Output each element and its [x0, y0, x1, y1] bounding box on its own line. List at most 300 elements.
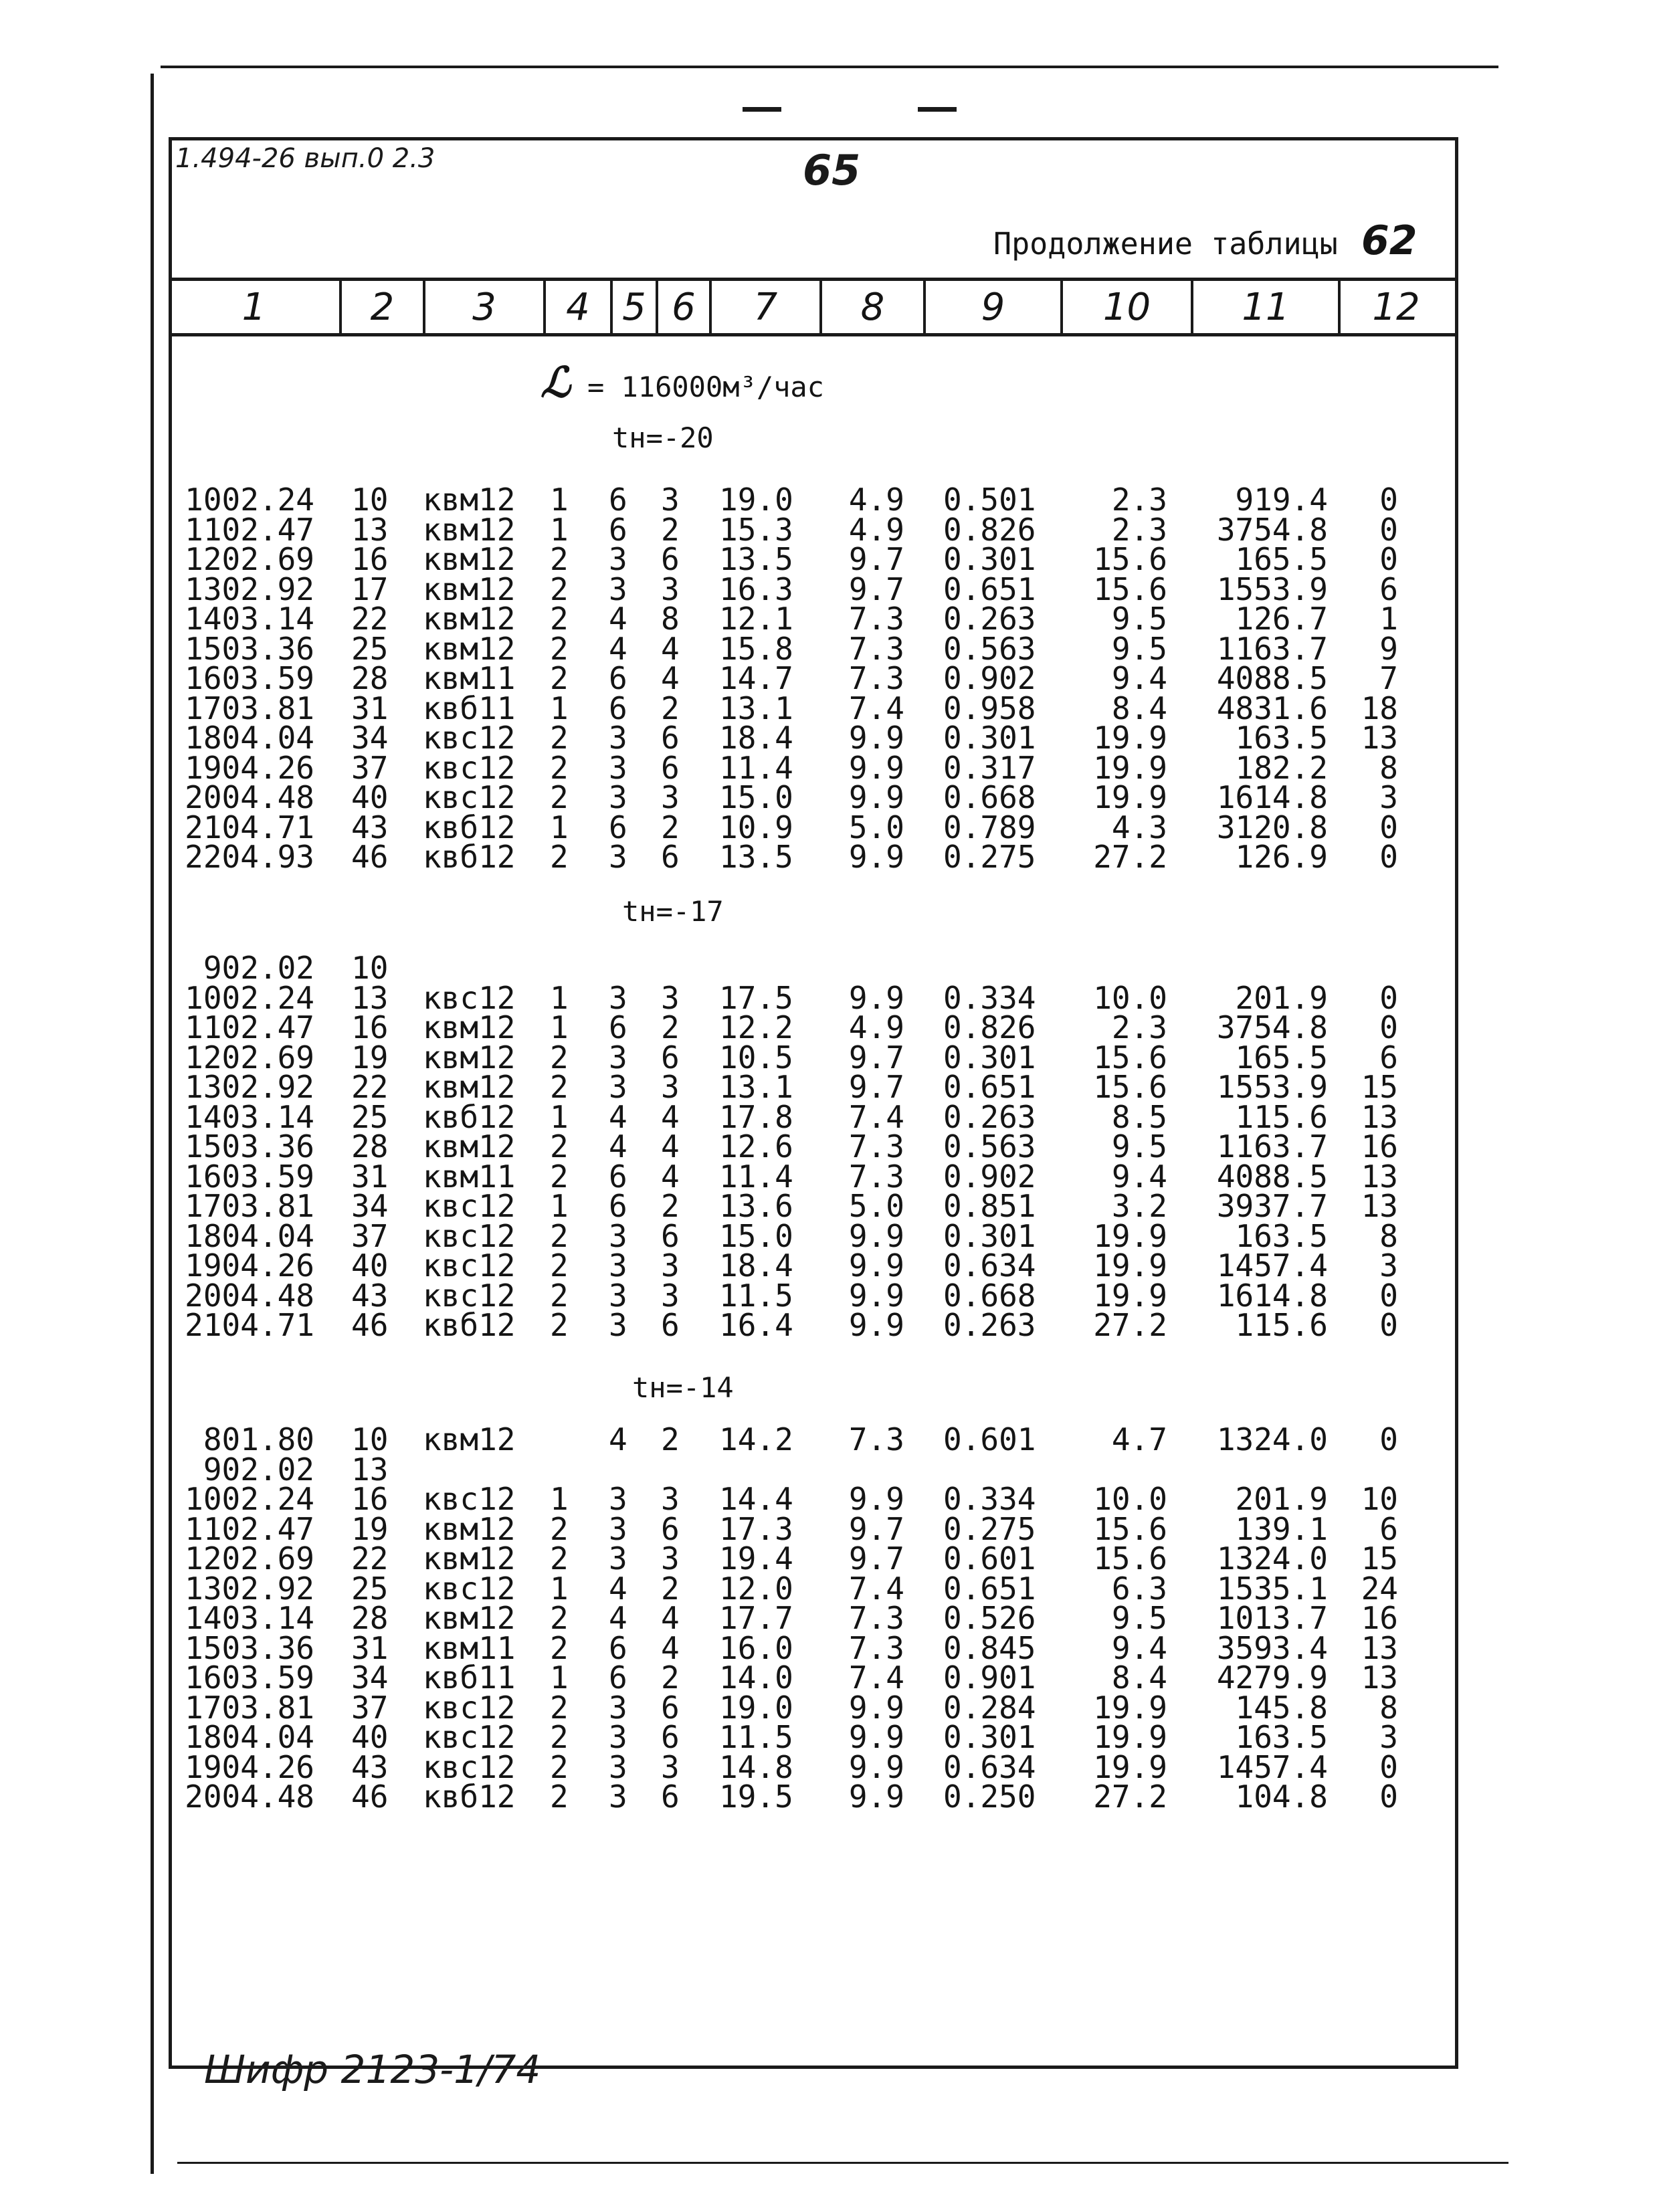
table-cell: квм12	[423, 571, 516, 607]
table-cell: 4	[609, 1600, 627, 1636]
table-cell: 2	[550, 1779, 569, 1815]
column-header: 5	[610, 281, 656, 333]
table-cell: 0.902	[943, 660, 1036, 696]
table-cell: 4.9	[848, 1009, 904, 1045]
table-cell: 3	[609, 541, 627, 577]
table-cell: 43	[351, 809, 389, 845]
table-cell: 13	[351, 979, 389, 1016]
table-cell: 1503.36	[185, 1128, 314, 1165]
table-cell: 17.7	[719, 1600, 793, 1636]
table-cell: квм11	[423, 660, 516, 696]
table-cell: 126.7	[1235, 601, 1328, 637]
table-cell: 13.1	[719, 690, 793, 726]
table-cell: 17	[351, 571, 389, 607]
page-number: 65	[803, 146, 861, 195]
table-cell: 9.9	[848, 1481, 904, 1517]
table-cell: 0.651	[943, 571, 1036, 607]
table-cell: 801.80	[203, 1421, 314, 1457]
table-cell: 6	[661, 720, 680, 756]
table-cell: 1	[550, 1009, 569, 1045]
table-cell: 2	[550, 1158, 569, 1195]
table-cell: 2004.48	[185, 1779, 314, 1815]
table-row	[0, 979, 1659, 1016]
table-cell: 2	[661, 1660, 680, 1696]
table-cell: 3	[609, 1481, 627, 1517]
table-cell: 7.3	[848, 1421, 904, 1457]
table-cell: 9.9	[848, 1277, 904, 1314]
table-cell: 3	[661, 1069, 680, 1105]
table-cell: 19.0	[719, 1689, 793, 1726]
table-cell: 46	[351, 839, 389, 875]
table-cell: 9.9	[848, 1689, 904, 1726]
table-cell: 1703.81	[185, 1689, 314, 1726]
table-cell: квм12	[423, 630, 516, 667]
section-rows	[0, 1421, 1659, 1815]
table-cell: 3	[609, 839, 627, 875]
table-cell: 8.4	[1111, 1660, 1167, 1696]
table-row	[0, 720, 1659, 756]
table-cell: 13	[351, 511, 389, 548]
table-cell: 2	[550, 1247, 569, 1284]
table-cell: 4	[661, 1098, 680, 1135]
table-cell: 6	[609, 1158, 627, 1195]
table-cell: 0	[1379, 809, 1398, 845]
table-cell: 0.651	[943, 1069, 1036, 1105]
table-cell: 1614.8	[1216, 779, 1328, 815]
table-cell: 16	[351, 541, 389, 577]
table-cell: 3	[609, 749, 627, 786]
table-cell: 8	[1379, 749, 1398, 786]
column-header: 4	[543, 281, 610, 333]
table-cell: 19	[351, 1510, 389, 1547]
section-rows	[0, 482, 1659, 875]
table-cell: 10	[351, 1421, 389, 1457]
table-cell: 2	[661, 690, 680, 726]
table-row	[0, 1158, 1659, 1195]
table-cell: 0	[1379, 1307, 1398, 1343]
bottom-rule	[177, 2162, 1508, 2164]
table-cell: 3	[609, 1307, 627, 1343]
table-cell: 9.7	[848, 1069, 904, 1105]
table-cell: 2	[550, 1069, 569, 1105]
table-cell: 10.0	[1093, 1481, 1167, 1517]
table-cell: 28	[351, 1600, 389, 1636]
table-cell: 1302.92	[185, 1069, 314, 1105]
table-row	[0, 1629, 1659, 1666]
table-cell: 163.5	[1235, 1217, 1328, 1254]
table-cell: 2	[550, 1629, 569, 1666]
table-cell: 2	[661, 1188, 680, 1224]
table-cell: 139.1	[1235, 1510, 1328, 1547]
table-row	[0, 1009, 1659, 1045]
table-cell: 2	[550, 541, 569, 577]
table-cell: 9.9	[848, 979, 904, 1016]
table-cell: 0.275	[943, 1510, 1036, 1547]
table-cell: 3	[1379, 1247, 1398, 1284]
table-cell: 2004.48	[185, 1277, 314, 1314]
table-cell: 201.9	[1235, 1481, 1328, 1517]
table-cell: 1002.24	[185, 482, 314, 518]
table-cell: 2	[550, 1748, 569, 1785]
table-cell: 163.5	[1235, 720, 1328, 756]
section-rows	[0, 950, 1659, 1343]
table-cell: 22	[351, 1069, 389, 1105]
table-cell: 8	[661, 601, 680, 637]
table-cell: 0.301	[943, 1039, 1036, 1076]
table-cell: 2104.71	[185, 1307, 314, 1343]
top-rule	[161, 66, 1498, 68]
table-cell: 46	[351, 1779, 389, 1815]
table-cell: 12.0	[719, 1570, 793, 1607]
table-cell: квм12	[423, 482, 516, 518]
table-cell: 25	[351, 1098, 389, 1135]
table-cell: 6	[661, 1039, 680, 1076]
table-cell: 19.9	[1093, 1719, 1167, 1755]
table-cell: 6	[1379, 1510, 1398, 1547]
table-cell: 1603.59	[185, 1158, 314, 1195]
table-cell: квс12	[423, 1689, 516, 1726]
table-cell: 10.5	[719, 1039, 793, 1076]
table-cell: 1603.59	[185, 1660, 314, 1696]
table-cell: 0.651	[943, 1570, 1036, 1607]
table-cell: 3593.4	[1216, 1629, 1328, 1666]
table-row	[0, 660, 1659, 696]
table-cell: 2	[550, 1277, 569, 1314]
table-cell: 3	[609, 571, 627, 607]
table-cell: 19.9	[1093, 749, 1167, 786]
table-cell: квб12	[423, 839, 516, 875]
table-cell: 0.845	[943, 1629, 1036, 1666]
section-label: tн=-14	[632, 1371, 734, 1404]
table-row	[0, 482, 1659, 518]
table-cell: 9.9	[848, 1748, 904, 1785]
table-cell: 19.9	[1093, 1748, 1167, 1785]
table-cell: 7.4	[848, 1570, 904, 1607]
table-cell: 19.5	[719, 1779, 793, 1815]
table-cell: квс12	[423, 1188, 516, 1224]
table-cell: квс12	[423, 979, 516, 1016]
table-cell: 37	[351, 749, 389, 786]
table-cell: 0	[1379, 1277, 1398, 1314]
table-cell: 1102.47	[185, 1009, 314, 1045]
table-cell: 5.0	[848, 809, 904, 845]
table-row	[0, 1128, 1659, 1165]
table-cell: квб12	[423, 809, 516, 845]
table-cell: 37	[351, 1689, 389, 1726]
table-cell: квс12	[423, 749, 516, 786]
table-cell: 4	[609, 1570, 627, 1607]
table-cell: 19.0	[719, 482, 793, 518]
column-header: 2	[339, 281, 423, 333]
table-cell: 15.6	[1093, 541, 1167, 577]
table-row	[0, 1421, 1659, 1457]
table-cell: 13	[351, 1451, 389, 1488]
table-cell: 2	[550, 1719, 569, 1755]
table-cell: 18	[1361, 690, 1398, 726]
table-cell: 6	[661, 839, 680, 875]
table-cell: 27.2	[1093, 839, 1167, 875]
table-cell: 3	[609, 1217, 627, 1254]
table-cell: 0	[1379, 1009, 1398, 1045]
table-cell: 1302.92	[185, 571, 314, 607]
table-cell: 4	[609, 601, 627, 637]
table-cell: 9.9	[848, 1247, 904, 1284]
table-cell: квс12	[423, 1247, 516, 1284]
table-cell: 2	[550, 1039, 569, 1076]
table-cell: 0.958	[943, 690, 1036, 726]
table-cell: 163.5	[1235, 1719, 1328, 1755]
table-cell: 0.301	[943, 1217, 1036, 1254]
table-cell: 2	[550, 571, 569, 607]
table-cell: 14.8	[719, 1748, 793, 1785]
table-cell: 2.3	[1111, 511, 1167, 548]
column-header: 12	[1338, 281, 1452, 333]
table-cell: 0	[1379, 511, 1398, 548]
table-cell: 104.8	[1235, 1779, 1328, 1815]
table-cell: 8	[1379, 1217, 1398, 1254]
table-cell: 0.301	[943, 541, 1036, 577]
table-cell: 9.5	[1111, 1128, 1167, 1165]
table-cell: 15.3	[719, 511, 793, 548]
table-row	[0, 950, 1659, 986]
table-cell: 6	[661, 1307, 680, 1343]
table-cell: 9.9	[848, 720, 904, 756]
table-cell: 22	[351, 601, 389, 637]
table-row	[0, 1188, 1659, 1224]
table-cell: 34	[351, 1188, 389, 1224]
table-cell: 15.6	[1093, 571, 1167, 607]
table-row	[0, 630, 1659, 667]
table-cell: 2	[550, 1540, 569, 1577]
table-cell: 1	[550, 690, 569, 726]
table-cell: 9.5	[1111, 601, 1167, 637]
table-cell: 1403.14	[185, 1600, 314, 1636]
table-cell: квм12	[423, 601, 516, 637]
table-cell: 40	[351, 1719, 389, 1755]
table-cell: квм12	[423, 1510, 516, 1547]
table-cell: 145.8	[1235, 1689, 1328, 1726]
table-cell: 6	[609, 690, 627, 726]
table-cell: 13	[1361, 1098, 1398, 1135]
table-cell: 1804.04	[185, 720, 314, 756]
table-cell: 6	[609, 1629, 627, 1666]
table-row	[0, 1217, 1659, 1254]
table-cell: 19.9	[1093, 779, 1167, 815]
table-cell: 3	[1379, 779, 1398, 815]
table-cell: 19	[351, 1039, 389, 1076]
table-cell: 3	[661, 1540, 680, 1577]
table-row	[0, 690, 1659, 726]
column-header: 3	[423, 281, 543, 333]
table-cell: квб12	[423, 1779, 516, 1815]
table-cell: 28	[351, 1128, 389, 1165]
table-cell: 31	[351, 690, 389, 726]
table-cell: 12.6	[719, 1128, 793, 1165]
table-cell: 0.902	[943, 1158, 1036, 1195]
table-cell: квс12	[423, 1570, 516, 1607]
table-cell: 2.3	[1111, 482, 1167, 518]
table-row	[0, 601, 1659, 637]
table-cell: 6	[1379, 571, 1398, 607]
table-cell: 2	[550, 1689, 569, 1726]
table-cell: квс12	[423, 1217, 516, 1254]
table-row	[0, 839, 1659, 875]
table-cell: 3754.8	[1216, 1009, 1328, 1045]
table-cell: квс12	[423, 1719, 516, 1755]
table-cell: 4.3	[1111, 809, 1167, 845]
table-cell: 2	[550, 749, 569, 786]
table-cell: 16	[351, 1009, 389, 1045]
table-cell: 7.3	[848, 1158, 904, 1195]
table-cell: 2104.71	[185, 809, 314, 845]
table-row	[0, 1069, 1659, 1105]
table-cell: 1553.9	[1216, 571, 1328, 607]
table-cell: 6	[661, 1217, 680, 1254]
table-cell: 3937.7	[1216, 1188, 1328, 1224]
table-cell: квм12	[423, 1540, 516, 1577]
table-cell: 4	[609, 1128, 627, 1165]
table-cell: 201.9	[1235, 979, 1328, 1016]
table-cell: 11.5	[719, 1719, 793, 1755]
dash-mark	[743, 107, 781, 112]
table-row	[0, 1277, 1659, 1314]
table-cell: 4	[609, 630, 627, 667]
table-cell: 7.3	[848, 601, 904, 637]
table-cell: 16	[1361, 1600, 1398, 1636]
column-header: 1	[241, 285, 266, 329]
table-cell: 0.275	[943, 839, 1036, 875]
table-cell: 3	[661, 979, 680, 1016]
table-cell: 3	[661, 1748, 680, 1785]
table-cell: 16.4	[719, 1307, 793, 1343]
table-cell: квм12	[423, 541, 516, 577]
table-cell: 4.9	[848, 482, 904, 518]
table-cell: 4831.6	[1216, 690, 1328, 726]
table-cell: 1403.14	[185, 1098, 314, 1135]
table-cell: 2	[550, 601, 569, 637]
table-cell: 19.4	[719, 1540, 793, 1577]
table-cell: 3	[609, 1039, 627, 1076]
table-cell: 1457.4	[1216, 1247, 1328, 1284]
table-cell: 15.8	[719, 630, 793, 667]
section-label: tн=-17	[622, 895, 724, 928]
table-cell: 9.9	[848, 1719, 904, 1755]
table-cell: 9.7	[848, 571, 904, 607]
table-cell: 1302.92	[185, 1570, 314, 1607]
table-cell: 902.02	[203, 1451, 314, 1488]
table-cell: 0	[1379, 1421, 1398, 1457]
table-cell: 2	[661, 809, 680, 845]
table-cell: 2	[550, 779, 569, 815]
table-cell: 7.4	[848, 690, 904, 726]
table-cell: 15.0	[719, 779, 793, 815]
table-cell: 2	[661, 511, 680, 548]
table-cell: 2	[550, 630, 569, 667]
dash-mark	[918, 107, 957, 112]
table-row	[0, 1660, 1659, 1696]
table-cell: 1614.8	[1216, 1277, 1328, 1314]
table-cell: 3	[609, 1247, 627, 1284]
table-cell: 182.2	[1235, 749, 1328, 786]
table-cell: 1	[550, 1098, 569, 1135]
table-row	[0, 1098, 1659, 1135]
table-cell: 1002.24	[185, 979, 314, 1016]
table-cell: 9	[1379, 630, 1398, 667]
table-cell: 19.9	[1093, 1217, 1167, 1254]
table-cell: 3	[609, 1748, 627, 1785]
table-cell: 9.9	[848, 839, 904, 875]
table-cell: 7.4	[848, 1660, 904, 1696]
table-cell: 25	[351, 1570, 389, 1607]
table-cell: 1904.26	[185, 1748, 314, 1785]
table-cell: 6	[661, 1719, 680, 1755]
table-cell: 1163.7	[1216, 630, 1328, 667]
table-cell: 13	[1361, 720, 1398, 756]
table-row	[0, 1039, 1659, 1076]
table-cell: 1	[550, 482, 569, 518]
table-row	[0, 1689, 1659, 1726]
table-cell: 4	[661, 1128, 680, 1165]
table-cell: 4088.5	[1216, 1158, 1328, 1195]
air-flow-label	[541, 358, 824, 407]
table-cell: 1804.04	[185, 1719, 314, 1755]
table-cell: 7.3	[848, 630, 904, 667]
table-cell: 9.5	[1111, 630, 1167, 667]
table-cell: 13.1	[719, 1069, 793, 1105]
table-cell: 902.02	[203, 950, 314, 986]
table-cell: 34	[351, 720, 389, 756]
table-cell: 7.3	[848, 1600, 904, 1636]
table-cell: 0.668	[943, 1277, 1036, 1314]
table-cell: 14.4	[719, 1481, 793, 1517]
table-cell: 5.0	[848, 1188, 904, 1224]
table-cell: 1202.69	[185, 541, 314, 577]
column-header: 8	[819, 281, 923, 333]
table-cell: 31	[351, 1158, 389, 1195]
table-cell: 3	[609, 1689, 627, 1726]
table-cell: квб12	[423, 1098, 516, 1135]
table-cell: 4088.5	[1216, 660, 1328, 696]
table-row	[0, 809, 1659, 845]
table-cell: 11.4	[719, 1158, 793, 1195]
table-cell: квс12	[423, 720, 516, 756]
table-cell: 14.7	[719, 660, 793, 696]
table-cell: 43	[351, 1277, 389, 1314]
table-cell: 6	[609, 511, 627, 548]
flow-symbol: ℒ	[541, 358, 571, 407]
table-cell: 13	[1361, 1158, 1398, 1195]
table-cell: 7.4	[848, 1098, 904, 1135]
table-cell: 9.9	[848, 749, 904, 786]
table-cell: 0.668	[943, 779, 1036, 815]
table-cell: 9.4	[1111, 660, 1167, 696]
table-cell: 11.4	[719, 749, 793, 786]
table-cell: 9.7	[848, 541, 904, 577]
table-cell: 1102.47	[185, 1510, 314, 1547]
table-cell: 1904.26	[185, 1247, 314, 1284]
table-cell: 24	[1361, 1570, 1398, 1607]
table-cell: квс12	[423, 1277, 516, 1314]
table-cell: 1	[550, 979, 569, 1016]
table-cell: 15	[1361, 1540, 1398, 1577]
table-cell: 0.526	[943, 1600, 1036, 1636]
table-row	[0, 1540, 1659, 1577]
column-header: 6	[656, 281, 709, 333]
table-cell: 4	[609, 1098, 627, 1135]
table-cell: 9.5	[1111, 1600, 1167, 1636]
table-cell: 17.3	[719, 1510, 793, 1547]
table-cell: 1	[550, 1188, 569, 1224]
